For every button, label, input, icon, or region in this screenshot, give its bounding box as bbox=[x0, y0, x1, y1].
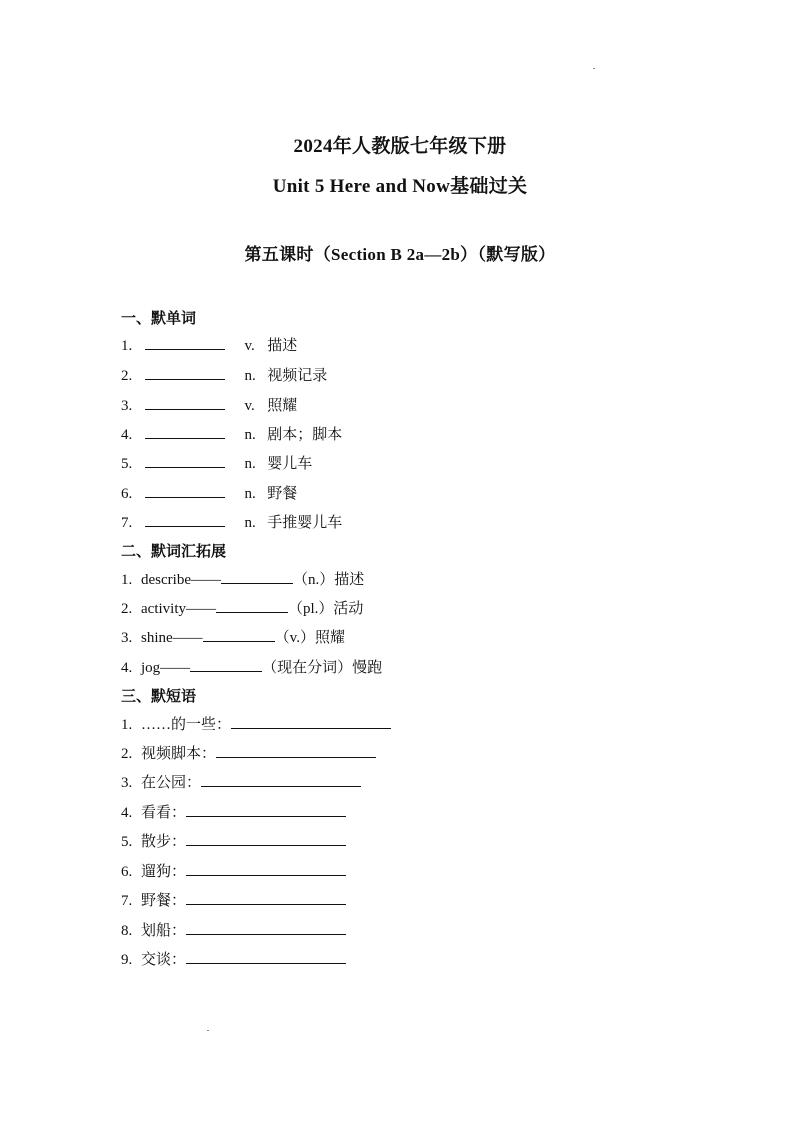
base-word: describe—— bbox=[141, 572, 221, 588]
lesson-subtitle: 第五课时（Section B 2a—2b）（默写版） bbox=[244, 245, 556, 264]
answer-blank[interactable] bbox=[145, 364, 225, 380]
list-item bbox=[121, 597, 363, 617]
answer-blank[interactable] bbox=[216, 597, 288, 613]
part-of-speech: n. bbox=[244, 515, 256, 531]
word-meaning: 剧本；脚本 bbox=[267, 427, 343, 443]
item-number: 3. bbox=[121, 775, 133, 791]
item-number: 6. bbox=[121, 486, 133, 502]
item-number: 1. bbox=[121, 572, 133, 588]
part-of-speech: v. bbox=[244, 338, 255, 354]
item-number: 9. bbox=[121, 952, 133, 968]
list-item bbox=[121, 334, 297, 354]
answer-blank[interactable] bbox=[186, 860, 346, 876]
list-item bbox=[121, 452, 312, 472]
answer-blank[interactable] bbox=[145, 423, 225, 439]
phrase-prompt: 野餐： bbox=[141, 893, 187, 909]
part-of-speech: n. bbox=[244, 427, 256, 443]
list-item bbox=[121, 511, 342, 531]
part-of-speech: n. bbox=[244, 368, 256, 384]
answer-blank[interactable] bbox=[145, 482, 225, 498]
item-number: 3. bbox=[121, 398, 133, 414]
list-item bbox=[121, 948, 346, 968]
section-heading-word-forms: 二、默词汇拓展 bbox=[121, 544, 227, 560]
word-meaning: 婴儿车 bbox=[267, 456, 313, 472]
item-number: 6. bbox=[121, 864, 133, 880]
item-number: 7. bbox=[121, 893, 133, 909]
item-number: 7. bbox=[121, 515, 133, 531]
form-hint: （现在分词）慢跑 bbox=[262, 660, 383, 676]
item-number: 2. bbox=[121, 746, 133, 762]
answer-blank[interactable] bbox=[203, 626, 275, 642]
item-number: 1. bbox=[121, 717, 133, 733]
list-item bbox=[121, 860, 346, 880]
list-item bbox=[121, 482, 297, 502]
word-meaning: 视频记录 bbox=[267, 368, 328, 384]
word-meaning: 野餐 bbox=[267, 486, 298, 502]
answer-blank[interactable] bbox=[186, 919, 346, 935]
document-title: 2024年人教版七年级下册 bbox=[293, 136, 507, 157]
part-of-speech: n. bbox=[244, 456, 256, 472]
phrase-prompt: ……的一些： bbox=[141, 717, 232, 733]
answer-blank[interactable] bbox=[145, 334, 225, 350]
phrase-prompt: 散步： bbox=[141, 834, 187, 850]
phrase-prompt: 视频脚本： bbox=[141, 746, 217, 762]
answer-blank[interactable] bbox=[186, 830, 346, 846]
item-number: 5. bbox=[121, 456, 133, 472]
answer-blank[interactable] bbox=[231, 713, 391, 729]
answer-blank[interactable] bbox=[186, 889, 346, 905]
item-number: 4. bbox=[121, 805, 133, 821]
list-item bbox=[121, 889, 346, 909]
phrase-prompt: 遛狗： bbox=[141, 864, 187, 880]
item-number: 1. bbox=[121, 338, 133, 354]
list-item bbox=[121, 656, 382, 676]
list-item bbox=[121, 423, 342, 443]
word-meaning: 手推婴儿车 bbox=[267, 515, 343, 531]
word-meaning: 照耀 bbox=[267, 398, 298, 414]
phrase-prompt: 在公园： bbox=[141, 775, 202, 791]
answer-blank[interactable] bbox=[145, 511, 225, 527]
form-hint: （n.）描述 bbox=[292, 572, 365, 588]
list-item bbox=[121, 801, 346, 821]
item-number: 2. bbox=[121, 368, 133, 384]
answer-blank[interactable] bbox=[201, 771, 361, 787]
list-item bbox=[121, 626, 345, 646]
part-of-speech: v. bbox=[244, 398, 255, 414]
form-hint: （pl.）活动 bbox=[288, 601, 364, 617]
answer-blank[interactable] bbox=[221, 568, 293, 584]
list-item bbox=[121, 394, 297, 414]
phrase-prompt: 看看： bbox=[141, 805, 187, 821]
list-item bbox=[121, 364, 327, 384]
part-of-speech: n. bbox=[244, 486, 256, 502]
list-item bbox=[121, 771, 361, 791]
section-heading-words: 一、默单词 bbox=[121, 311, 197, 327]
item-number: 3. bbox=[121, 630, 133, 646]
item-number: 5. bbox=[121, 834, 133, 850]
base-word: jog—— bbox=[141, 660, 191, 676]
list-item bbox=[121, 919, 346, 939]
item-number: 4. bbox=[121, 427, 133, 443]
item-number: 2. bbox=[121, 601, 133, 617]
phrase-prompt: 划船： bbox=[141, 923, 187, 939]
word-meaning: 描述 bbox=[267, 338, 298, 354]
item-number: 4. bbox=[121, 660, 133, 676]
unit-title: Unit 5 Here and Now基础过关 bbox=[272, 176, 528, 197]
answer-blank[interactable] bbox=[216, 742, 376, 758]
list-item bbox=[121, 830, 346, 850]
list-item bbox=[121, 742, 376, 762]
base-word: activity—— bbox=[141, 601, 216, 617]
answer-blank[interactable] bbox=[145, 452, 225, 468]
answer-blank[interactable] bbox=[190, 656, 262, 672]
list-item bbox=[121, 568, 364, 588]
scan-speck bbox=[593, 68, 595, 69]
item-number: 8. bbox=[121, 923, 133, 939]
answer-blank[interactable] bbox=[145, 394, 225, 410]
base-word: shine—— bbox=[141, 630, 203, 646]
answer-blank[interactable] bbox=[186, 801, 346, 817]
answer-blank[interactable] bbox=[186, 948, 346, 964]
form-hint: （v.）照耀 bbox=[274, 630, 345, 646]
section-heading-phrases: 三、默短语 bbox=[121, 689, 197, 705]
phrase-prompt: 交谈： bbox=[141, 952, 187, 968]
scan-speck bbox=[207, 1030, 209, 1031]
list-item bbox=[121, 713, 391, 733]
